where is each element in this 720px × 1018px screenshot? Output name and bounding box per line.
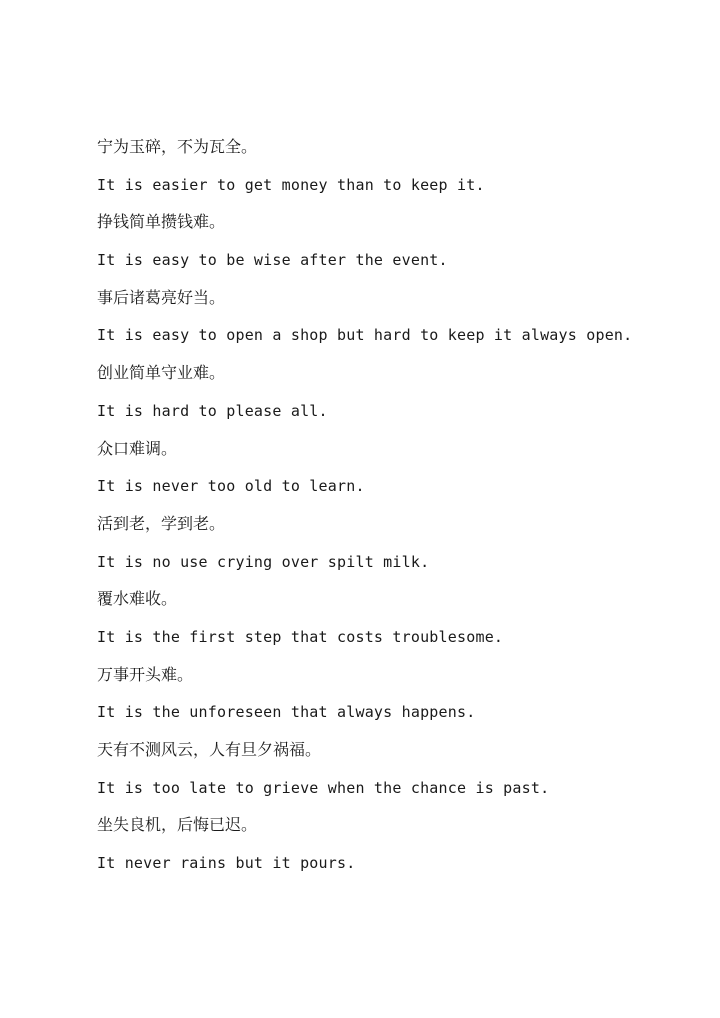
- proverb-line-chinese: 活到老，学到老。: [97, 513, 226, 533]
- proverb-line-chinese: 事后诸葛亮好当。: [97, 287, 226, 307]
- proverb-list: [97, 134, 697, 888]
- proverb-line-chinese: 天有不测风云，人有旦夕祸福。: [97, 740, 322, 759]
- proverb-line-english: It is the unforeseen that always happens.: [97, 703, 476, 722]
- proverb-line-chinese: 创业简单守业难。: [97, 363, 226, 383]
- proverb-line-english: It is hard to please all.: [97, 401, 328, 420]
- proverb-line-english: It is easy to open a shop but hard to keep it always open.: [97, 326, 633, 345]
- proverb-line-chinese: 覆水难收。: [97, 589, 178, 609]
- proverb-line-chinese: 宁为玉碎，不为瓦全。: [97, 137, 258, 156]
- proverb-line-chinese: 万事开头难。: [97, 664, 194, 684]
- proverb-line-english: It is easy to be wise after the event.: [97, 251, 448, 270]
- proverb-line-english: It is never too old to learn.: [97, 477, 365, 496]
- proverb-line-chinese: 挣钱简单攒钱难。: [97, 212, 226, 232]
- proverb-line-english: It is too late to grieve when the chance is past.: [97, 778, 550, 797]
- proverb-line-english: It is no use crying over spilt milk.: [97, 552, 430, 571]
- proverb-line-english: It is easier to get money than to keep it.: [97, 175, 485, 194]
- proverb-line-english: It never rains but it pours.: [97, 854, 356, 873]
- proverb-line-english: It is the first step that costs troublesome.: [97, 627, 504, 646]
- proverb-line-chinese: 众口难调。: [97, 438, 178, 458]
- proverb-line-chinese: 坐失良机，后悔已迟。: [97, 815, 258, 835]
